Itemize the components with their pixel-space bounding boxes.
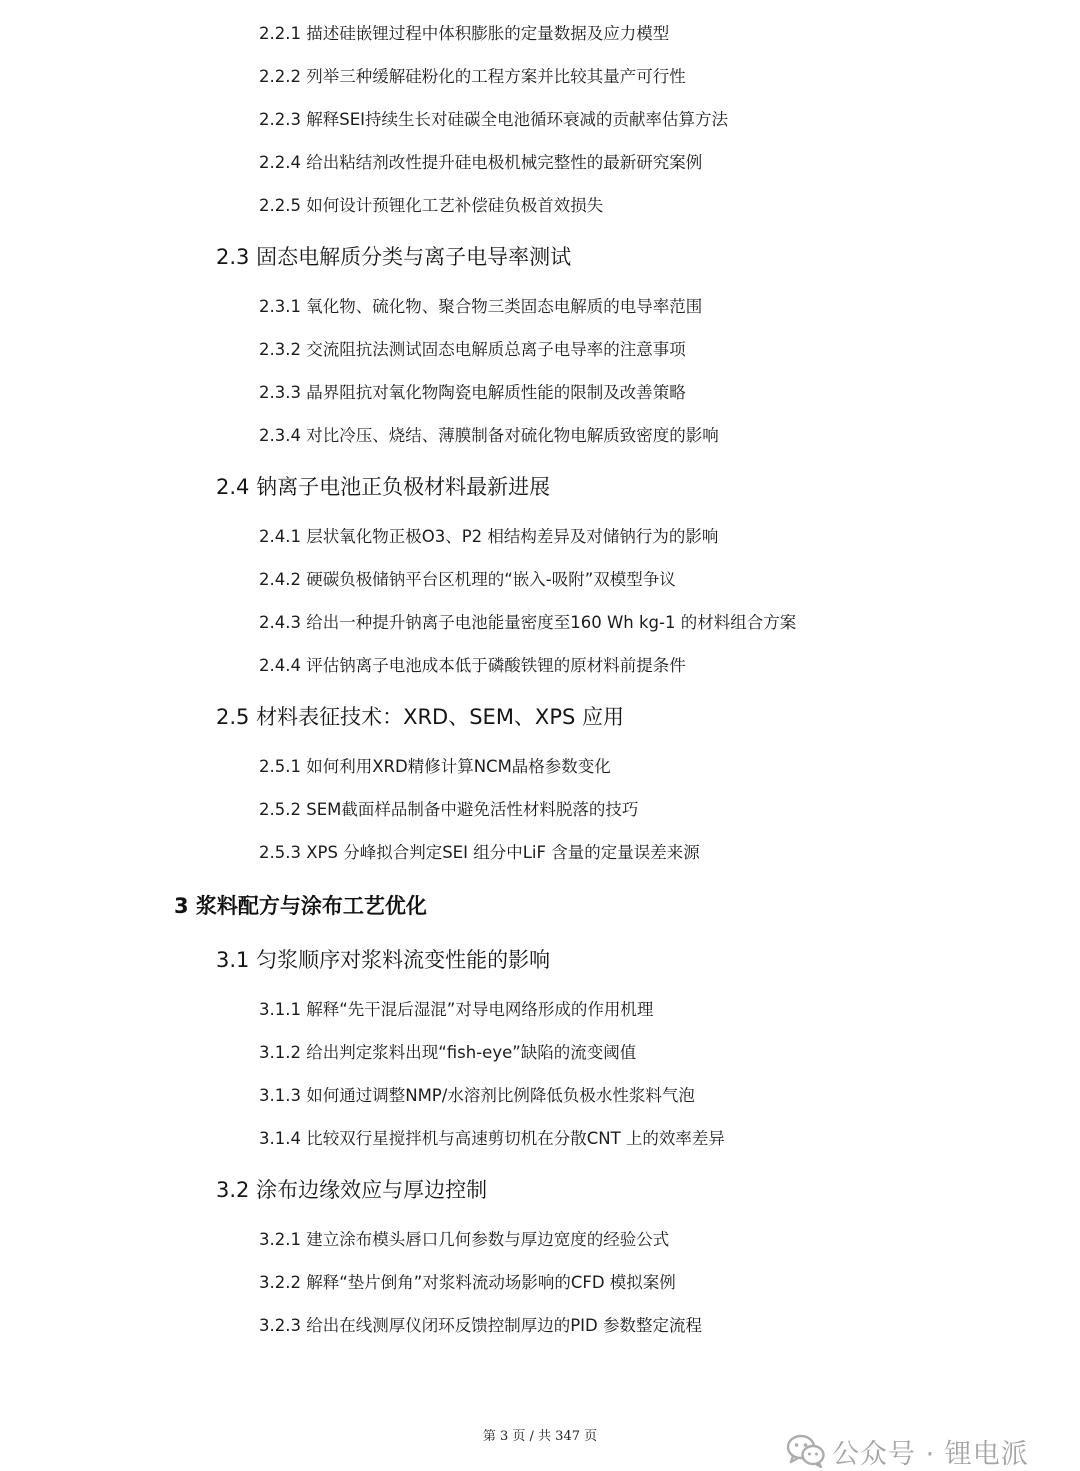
toc-entry-2-3-3: 2.3.3 晶界阻抗对氧化物陶瓷电解质性能的限制及改善策略	[259, 383, 686, 402]
toc-entry-3-2-3: 3.2.3 给出在线测厚仪闭环反馈控制厚边的PID 参数整定流程	[259, 1316, 702, 1335]
toc-entry-2-4-4: 2.4.4 评估钠离子电池成本低于磷酸铁锂的原材料前提条件	[259, 656, 686, 675]
section-heading-2-4: 2.4 钠离子电池正负极材料最新进展	[216, 475, 551, 499]
wechat-icon	[786, 1434, 826, 1468]
page-number: 第 3 页 / 共 347 页	[482, 1429, 598, 1444]
toc-entry-2-5-1: 2.5.1 如何利用XRD精修计算NCM晶格参数变化	[259, 757, 611, 776]
section-heading-2-3: 2.3 固态电解质分类与离子电导率测试	[216, 245, 572, 269]
toc-entry-2-2-2: 2.2.2 列举三种缓解硅粉化的工程方案并比较其量产可行性	[259, 67, 686, 86]
toc-entry-2-3-1: 2.3.1 氧化物、硫化物、聚合物三类固态电解质的电导率范围	[259, 297, 703, 316]
toc-entry-2-4-2: 2.4.2 硬碳负极储钠平台区机理的“嵌入-吸附”双模型争议	[259, 570, 676, 589]
toc-entry-3-1-3: 3.1.3 如何通过调整NMP/水溶剂比例降低负极水性浆料气泡	[259, 1086, 695, 1105]
section-heading-3-2: 3.2 涂布边缘效应与厚边控制	[216, 1178, 488, 1202]
toc-entry-2-5-3: 2.5.3 XPS 分峰拟合判定SEI 组分中LiF 含量的定量误差来源	[259, 843, 700, 862]
toc-entry-3-2-1: 3.2.1 建立涂布模头唇口几何参数与厚边宽度的经验公式	[259, 1230, 670, 1249]
toc-entry-3-1-4: 3.1.4 比较双行星搅拌机与高速剪切机在分散CNT 上的效率差异	[259, 1129, 725, 1148]
watermark-text: 公众号 · 锂电派	[832, 1438, 1029, 1470]
chapter-heading-3: 3 浆料配方与涂布工艺优化	[174, 894, 427, 918]
watermark	[786, 1431, 1029, 1471]
toc-entry-2-2-4: 2.2.4 给出粘结剂改性提升硅电极机械完整性的最新研究案例	[259, 153, 703, 172]
section-heading-3-1: 3.1 匀浆顺序对浆料流变性能的影响	[216, 948, 551, 972]
toc-entry-3-2-2: 3.2.2 解释“垫片倒角”对浆料流动场影响的CFD 模拟案例	[259, 1273, 676, 1292]
toc-entry-3-1-2: 3.1.2 给出判定浆料出现“fish-eye”缺陷的流变阈值	[259, 1043, 637, 1062]
toc-entry-2-2-5: 2.2.5 如何设计预锂化工艺补偿硅负极首效损失	[259, 196, 604, 215]
toc-entry-3-1-1: 3.1.1 解释“先干混后湿混”对导电网络形成的作用机理	[259, 1000, 654, 1019]
toc-entry-2-3-2: 2.3.2 交流阻抗法测试固态电解质总离子电导率的注意事项	[259, 340, 686, 359]
toc-entry-2-2-3: 2.2.3 解释SEI持续生长对硅碳全电池循环衰减的贡献率估算方法	[259, 110, 728, 129]
toc-entry-2-5-2: 2.5.2 SEM截面样品制备中避免活性材料脱落的技巧	[259, 800, 639, 819]
toc-entry-2-3-4: 2.3.4 对比冷压、烧结、薄膜制备对硫化物电解质致密度的影响	[259, 426, 719, 445]
toc-entry-2-2-1: 2.2.1 描述硅嵌锂过程中体积膨胀的定量数据及应力模型	[259, 24, 670, 43]
section-heading-2-5: 2.5 材料表征技术：XRD、SEM、XPS 应用	[216, 705, 624, 729]
toc-entry-2-4-1: 2.4.1 层状氧化物正极O3、P2 相结构差异及对储钠行为的影响	[259, 527, 719, 546]
toc-entry-2-4-3: 2.4.3 给出一种提升钠离子电池能量密度至160 Wh kg-1 的材料组合方案	[259, 613, 797, 632]
